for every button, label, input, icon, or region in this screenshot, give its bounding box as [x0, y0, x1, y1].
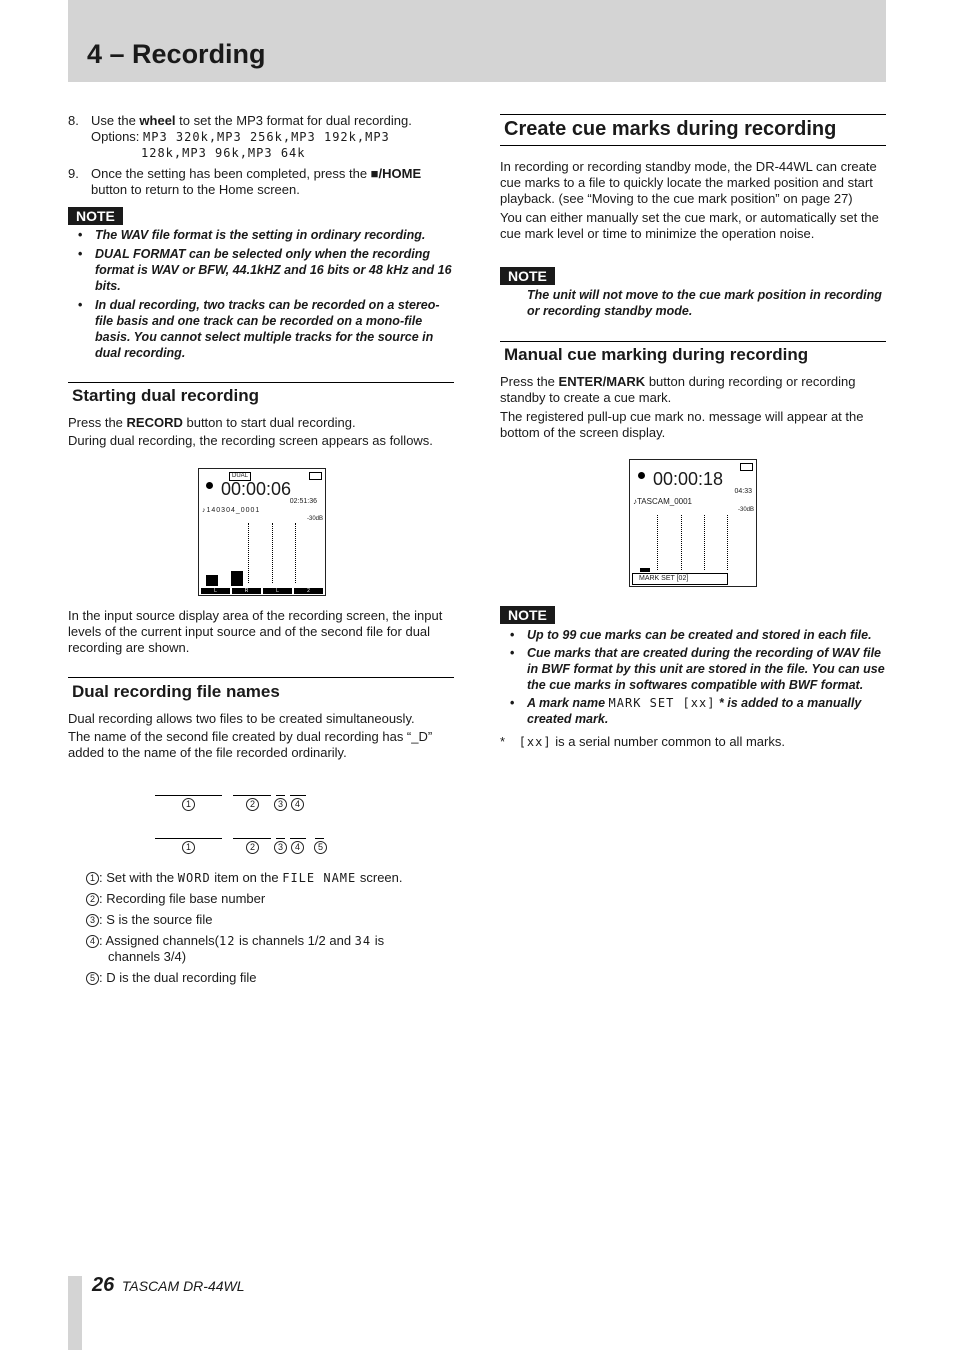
stop-icon: ■	[370, 166, 379, 181]
peak-marker-3	[704, 515, 705, 570]
peak-marker-3	[295, 523, 296, 583]
cue-text: In recording or recording standby mode, the DR-44WL can create cue marks to a file to quickly locate the marked position and start playback. (see “Moving to the cue mark position” on page 27) You can either manually set the cue mark, or automatically set the cue mark level or time to minimize the operation noise.	[500, 159, 879, 241]
dual-badge: DUAL	[229, 472, 251, 481]
record-icon	[206, 482, 213, 489]
level-meter-1	[640, 568, 650, 572]
channel-labels: L R L 2	[201, 588, 323, 594]
legend-item: 4 : Assigned channels(12 is channels 1/2 and 34 is channels 3/4)	[86, 933, 466, 965]
legend-item: 3 : S is the source file	[86, 912, 466, 928]
note-list: • Up to 99 cue marks can be created and stored in each file. • Cue marks that are created during the recording of WAV file in BWF format by this unit are stored in the file. You can use the cue marks in softwares compatible with BWF format. • A mark name MARK SET [xx] * is added to a manually created mark.	[500, 627, 886, 727]
legend-item: 5 : D is the dual recording file	[86, 970, 466, 986]
options-mono-2: 128k,MP3 96k,MP3 64k	[141, 146, 306, 160]
mark-set-popup: MARK SET [02]	[632, 573, 728, 585]
note-list: • The WAV file format is the setting in ordinary recording. • DUAL FORMAT can be selected only when the recording format is WAV or BFW, 44.1kHZ and 16 bits or 48 kHz and 16 bits. • In dual recording, two tracks can be recorded on a stereo-file basis and one track can be recorded on a mono-file basis. You cannot select multiple tracks for the source in dual recording.	[68, 227, 454, 361]
page-footer	[92, 1274, 245, 1296]
recording-screen-mark: 00:00:18 04:33 ♪TASCAM_0001 -30dB MARK SET [02]	[629, 459, 757, 587]
chapter-title: 4 – Recording	[87, 39, 266, 69]
record-icon	[638, 472, 645, 479]
step-8: 8. Use the wheel to set the MP3 format for dual recording. Options: MP3 320k,MP3 256k,MP3 192k,MP3 128k,MP3 96k,MP3 64k	[68, 113, 458, 161]
peak-marker-2	[272, 523, 273, 583]
note-label: NOTE	[68, 207, 123, 225]
page-number: 26	[92, 1274, 115, 1296]
peak-marker-1	[248, 523, 249, 583]
peak-marker-4	[727, 515, 728, 570]
battery-icon	[309, 472, 322, 480]
section-starting-dual: Starting dual recording	[68, 382, 454, 406]
battery-icon	[740, 463, 753, 471]
header-bar	[68, 0, 886, 82]
level-meter-1	[206, 575, 218, 586]
legend-item: 2 : Recording file base number	[86, 891, 466, 907]
note-text: The unit will not move to the cue mark position in recording or recording standby mode.	[527, 288, 882, 318]
note-label: NOTE	[500, 606, 555, 624]
legend-item: 1 : Set with the WORD item on the FILE NAME screen.	[86, 870, 466, 886]
time-counter: 00:00:18	[653, 469, 724, 489]
starting-text: Press the RECORD button to start dual recording. During dual recording, the recording screen appears as follows.	[68, 415, 433, 448]
peak-marker-1	[657, 515, 658, 570]
footer-bar	[68, 1276, 82, 1350]
options-mono: MP3 320k,MP3 256k,MP3 192k,MP3	[143, 130, 390, 144]
manual-text: Press the ENTER/MARK button during recording or recording standby to create a cue mark. The registered pull-up cue mark no. message will appear at the bottom of the screen display.	[500, 374, 864, 440]
section-file-names: Dual recording file names	[68, 677, 454, 702]
level-meter-2	[231, 571, 243, 586]
file-names-text: Dual recording allows two files to be created simultaneously. The name of the second file created by dual recording has “_D” added to the name of the file recorded ordinarily.	[68, 711, 433, 760]
section-cue-marks: Create cue marks during recording	[500, 114, 886, 146]
note-label: NOTE	[500, 267, 555, 285]
footnote: * [xx] is a serial number common to all marks.	[500, 734, 785, 749]
after-screen-text: In the input source display area of the recording screen, the input levels of the current input source and of the second file for dual recording are shown.	[68, 608, 443, 655]
section-manual-cue: Manual cue marking during recording	[500, 341, 886, 365]
peak-marker-2	[681, 515, 682, 570]
time-counter: 00:00:06	[221, 479, 292, 499]
step-9: 9. Once the setting has been completed, press the ■/HOME button to return to the Home screen.	[68, 166, 422, 197]
diagram-legend	[86, 870, 466, 986]
recording-screen-dual: DUAL 00:00:06 02:51:36 ♪140304_0001 -30dB L R L 2	[198, 468, 326, 596]
model-name: TASCAM DR-44WL	[121, 1278, 245, 1294]
